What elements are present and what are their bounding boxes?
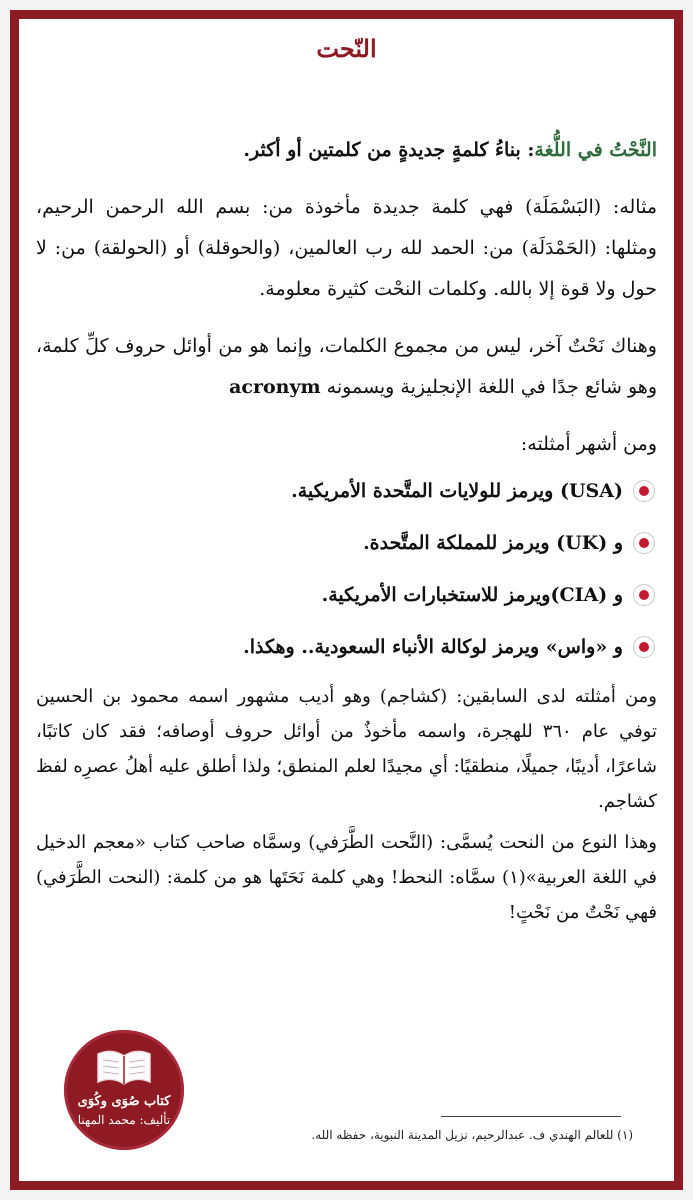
footnote: (١) للعالم الهندي ف. عبدالرحيم، نزيل المدينة النبوية، حفظه الله.	[311, 1128, 633, 1142]
list-item-text: و (CIA)ويرمز للاستخبارات الأمريكية.	[321, 584, 623, 606]
list-item	[36, 575, 657, 615]
list-item	[36, 471, 657, 511]
book-badge	[64, 1030, 184, 1150]
historical-paragraph: ومن أمثلته لدى السابقين: (كشاجم) وهو أديب مشهور اسمه محمود بن الحسين توفي عام ٣٦٠ للهجرة، واسمه مأخوذٌ من أوائل حروف أوصافه؛ فقد كان كاتبًا، شاعرًا، أديبًا، جميلًا، منطقيًا: أي مجيدًا لعلم المنطق؛ ولذا أطلق عليه أهلُ عصرِه لفظ كشاجم.	[36, 686, 657, 812]
list-item	[36, 627, 657, 667]
page-title: النّحت	[316, 34, 377, 63]
badge-title: كتاب صُوَى وكُوَى	[77, 1094, 171, 1109]
acronym-paragraph-text: وهناك نَحْتٌ آخر، ليس من مجموع الكلمات، وإنما هو من أوائل حروف كلِّ كلمة، وهو شائع جدًا في اللغة الإنجليزية ويسمونه	[36, 335, 657, 398]
list-item-text: و (UK) ويرمز للمملكة المتَّحدة.	[363, 532, 623, 554]
bullet-icon	[633, 480, 655, 502]
list-item-text: و «واس» ويرمز لوكالة الأنباء السعودية.. وهكذا.	[243, 636, 623, 658]
bullet-icon	[633, 584, 655, 606]
example-paragraph: مثاله: (البَسْمَلَة) فهي كلمة جديدة مأخوذة من: بسم الله الرحمن الرحيم، ومثلها: (الحَمْدَلَة) من: الحمد لله رب العالمين، (والحوقلة) أو (الحولقة) من: لا حول ولا قوة إلا بالله. وكلمات النحْت كثيرة معلومة.	[36, 196, 657, 300]
acronym-word: acronym	[229, 376, 321, 398]
open-book-icon	[94, 1044, 154, 1090]
examples-intro: ومن أشهر أمثلته:	[520, 433, 657, 455]
list-item-text: (USA) ويرمز للولايات المتَّحدة الأمريكية.	[291, 480, 623, 502]
footnote-divider	[441, 1116, 621, 1117]
bullet-icon	[633, 636, 655, 658]
bullet-icon	[633, 532, 655, 554]
naming-paragraph: وهذا النوع من النحت يُسمَّى: (النَّحت الطَّرَفي) وسمَّاه صاحب كتاب «معجم الدخيل في اللغة العربية»(١) سمَّاه: النحط! وهي كلمة نَحَتَها هو من كلمة: (النحت الطَّرَفي) فهي نَحْتٌ من نَحْتٍ!	[36, 832, 657, 923]
definition-term: النَّحْتُ في اللُّغة	[534, 139, 657, 161]
acronym-paragraph	[36, 326, 657, 408]
definition-text: : بناءُ كلمةٍ جديدةٍ من كلمتين أو أكثر.	[243, 139, 535, 161]
badge-author: تأليف: محمد المهنا	[77, 1113, 171, 1127]
definition-paragraph	[36, 130, 657, 171]
article-body	[36, 130, 657, 936]
list-item	[36, 523, 657, 563]
